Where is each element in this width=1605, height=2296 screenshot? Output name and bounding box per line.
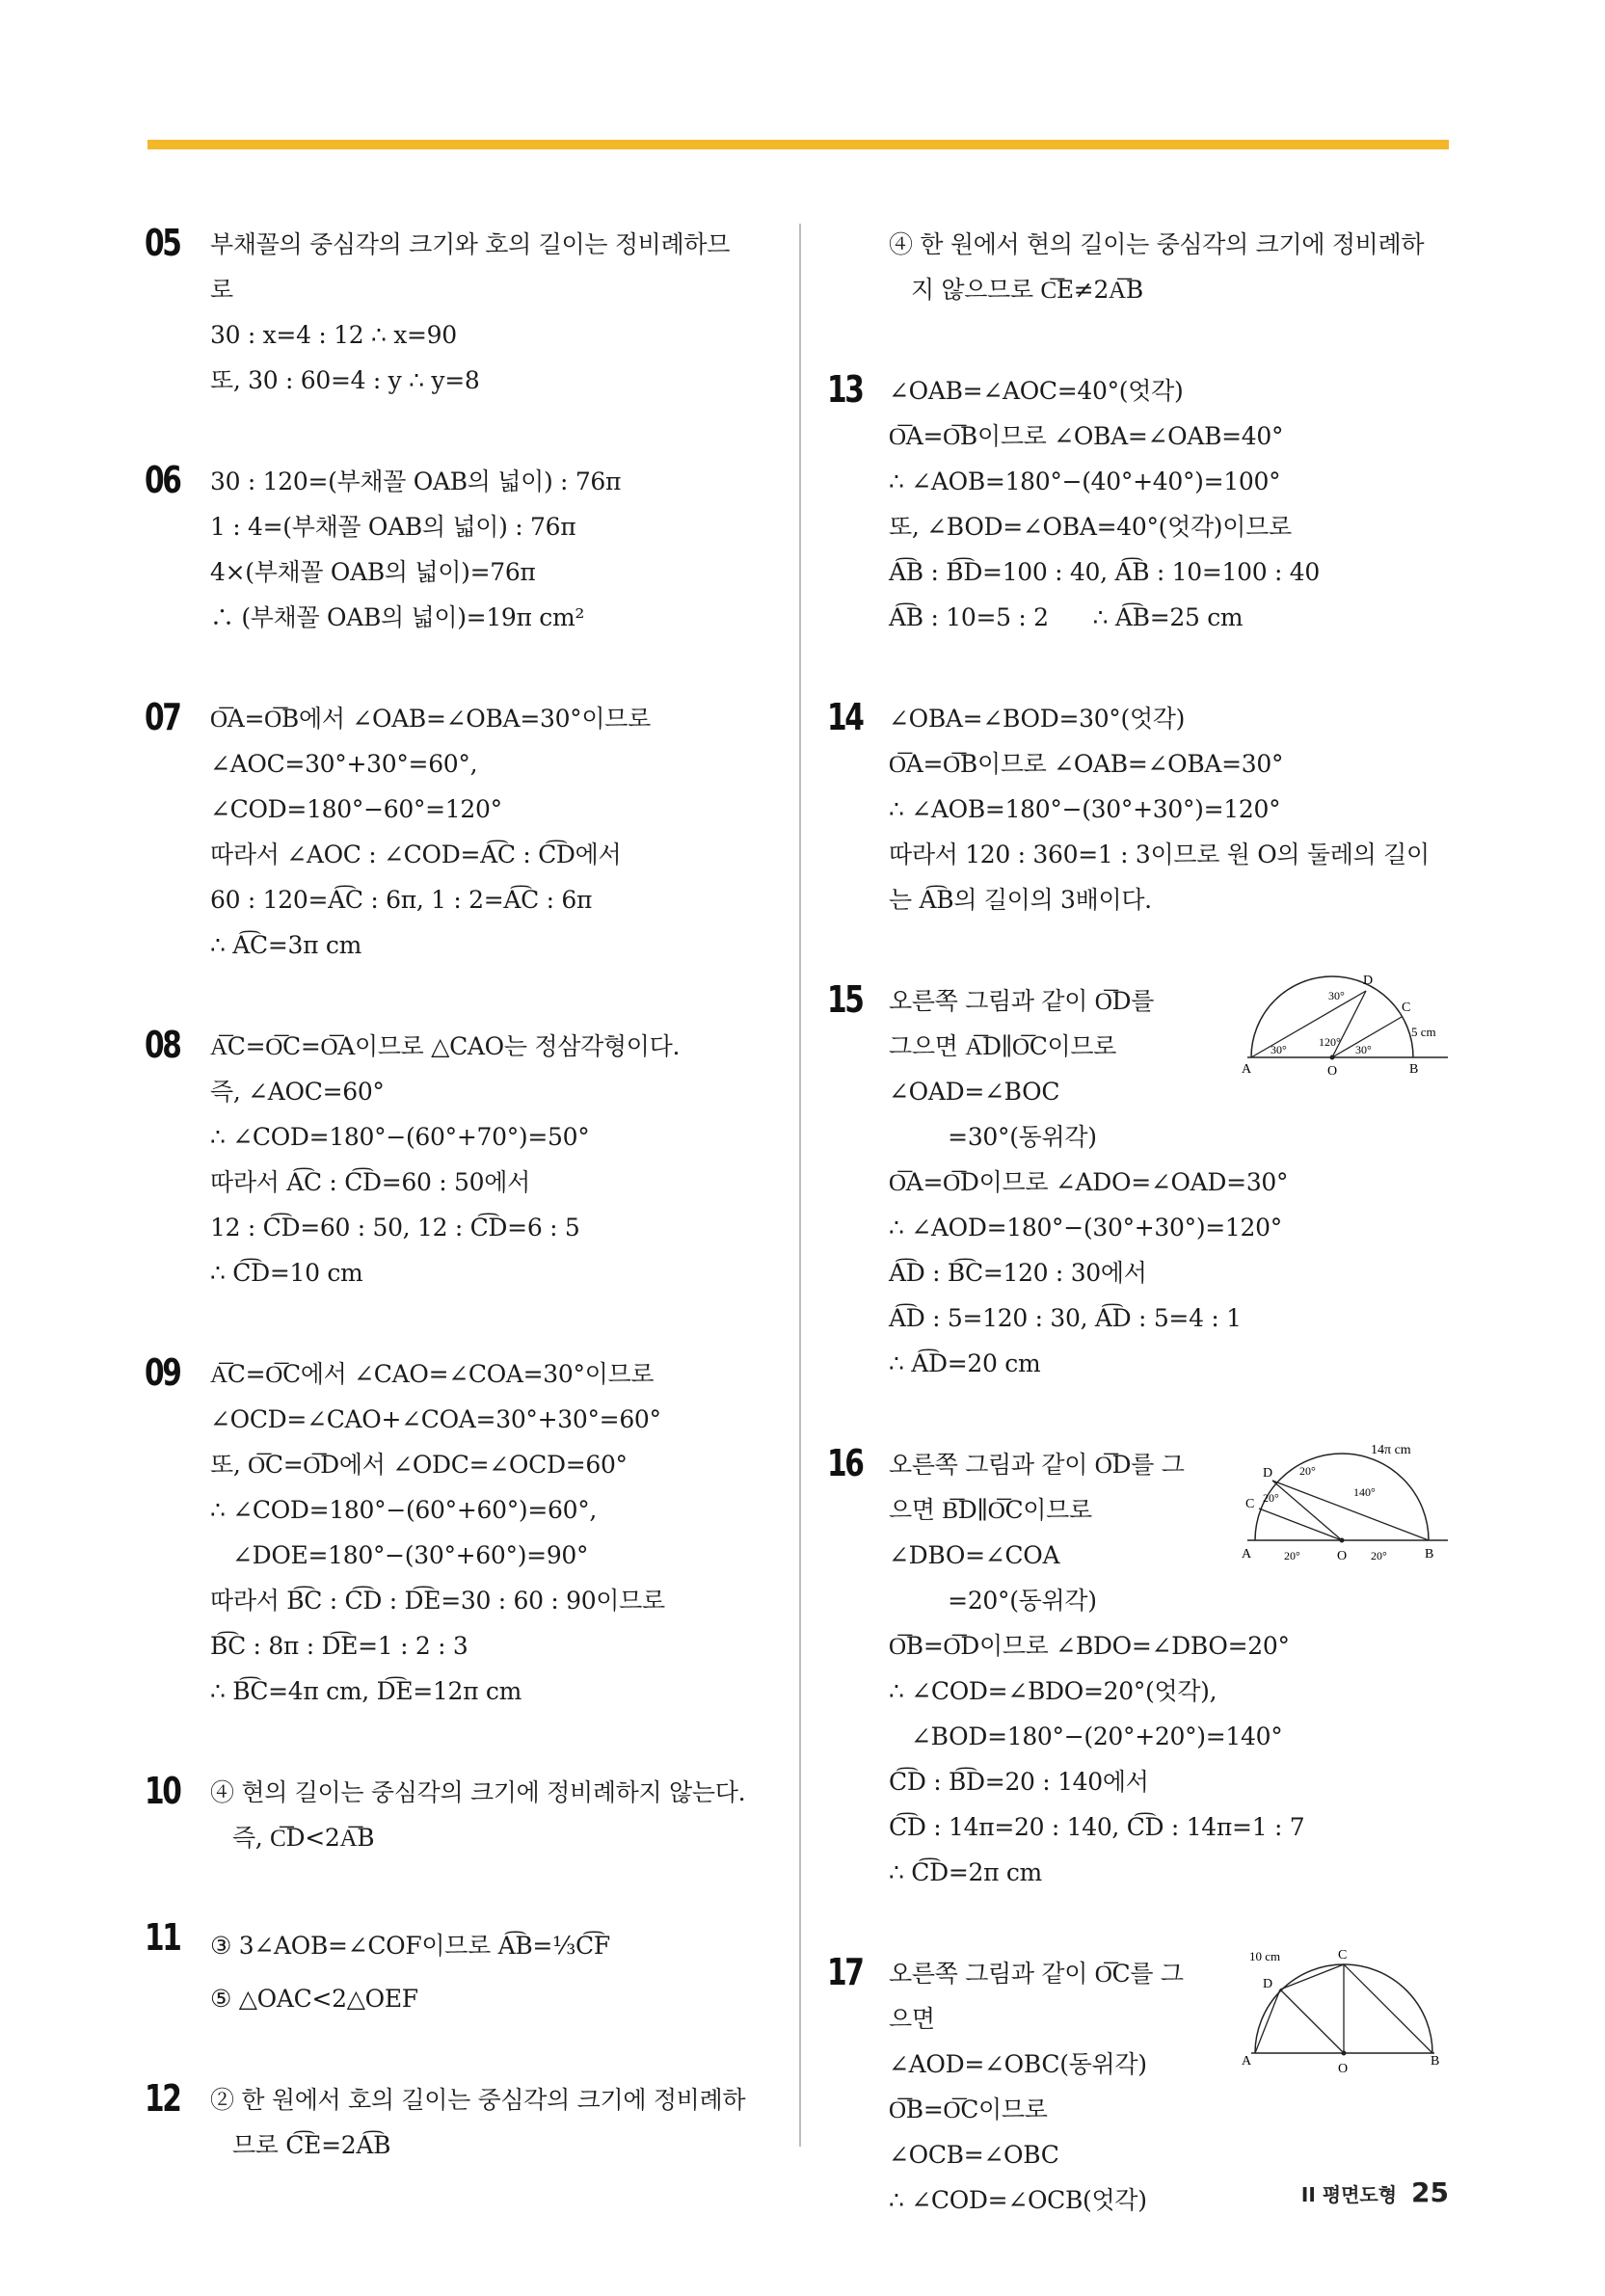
right-column: [827, 222, 1454, 2223]
solution-line: ∴ B͡C=4π cm, D͡E=12π cm: [210, 1677, 522, 1705]
solution-line: ∠OBA=∠BOD=30°(엇각): [889, 705, 1186, 733]
fig-label: 30°: [1328, 989, 1345, 1002]
accent-bar: [147, 140, 1449, 149]
fig-label: D: [1263, 1977, 1273, 1991]
fig-label: A: [1242, 1547, 1252, 1562]
solution-line: A͡B : 10=5 : 2 ∴ A͡B=25 cm: [889, 603, 1244, 631]
solution-line: 또, O͞C=O͞D에서 ∠ODC=∠OCD=60°: [210, 1451, 628, 1479]
solution-line: 즉, ∠AOC=60°: [210, 1078, 385, 1106]
problem-number: 06: [145, 459, 180, 501]
solution-line: 30 : x=4 : 12 ∴ x=90: [210, 321, 457, 349]
fig-label: 20°: [1284, 1549, 1300, 1562]
solution-line: 지 않으므로 C͞E≠2A͞B: [889, 276, 1143, 304]
fig-label: B: [1431, 2054, 1440, 2069]
solution-line: A͡D : 5=120 : 30, A͡D : 5=4 : 1: [889, 1304, 1242, 1332]
problem-08: [145, 1024, 781, 1295]
fig-label: D: [1363, 974, 1374, 988]
solution-line: ∠AOD=∠OBC(동위각): [889, 2050, 1147, 2078]
solution-line: 12 : C͡D=60 : 50, 12 : C͡D=6 : 5: [210, 1214, 580, 1241]
solution-line: C͡D : 14π=20 : 140, C͡D : 14π=1 : 7: [889, 1813, 1305, 1841]
fig-label: 30°: [1271, 1043, 1287, 1056]
solution-line: ③ 3∠AOB=∠COF이므로 A͡B=⅓C͡F: [210, 1932, 610, 1960]
solution-line: ∠OCD=∠CAO+∠COA=30°+30°=60°: [210, 1405, 661, 1433]
solution-line: ∠DBO=∠COA: [889, 1541, 1060, 1569]
fig-label: O: [1337, 1549, 1348, 1563]
solution-line: ∴ (부채꼴 OAB의 넓이)=19π cm²: [210, 603, 585, 631]
page-number: 25: [1411, 2176, 1449, 2208]
solution-line: 따라서 120 : 360=1 : 3이므로 원 O의 둘레의 길이: [889, 841, 1430, 868]
solution-line: 1 : 4=(부채꼴 OAB의 넓이) : 76π: [210, 513, 576, 541]
solution-line: 그으면 A͞D∥O͞C이므로: [889, 1032, 1117, 1060]
semicircle-figure-17: [1242, 1945, 1454, 2084]
solution-line: A͡B : B͡D=100 : 40, A͡B : 10=100 : 40: [889, 558, 1320, 586]
left-column: [145, 222, 781, 2168]
problem-number: 09: [145, 1351, 180, 1394]
solution-line: 따라서 ∠AOC : ∠COD=A͡C : C͡D에서: [210, 841, 622, 868]
solution-line: ④ 현의 길이는 중심각의 크기에 정비례하지 않는다.: [210, 1778, 746, 1806]
solution-line: ∴ ∠COD=180°−(60°+70°)=50°: [210, 1123, 590, 1151]
problem-13: [827, 368, 1454, 640]
solution-line: C͡D : B͡D=20 : 140에서: [889, 1768, 1149, 1796]
solution-line: ∠AOC=30°+30°=60°,: [210, 750, 478, 778]
fig-label: 20°: [1299, 1464, 1316, 1478]
solution-line: A͞C=O͞C에서 ∠CAO=∠COA=30°이므로: [210, 1360, 655, 1388]
semicircle-figure-15: [1242, 971, 1454, 1081]
problem-number: 15: [827, 978, 863, 1021]
problem-number: 08: [145, 1024, 180, 1066]
fig-label: 10 cm: [1249, 1949, 1281, 1963]
fig-label: O: [1338, 2062, 1349, 2076]
fig-label: 120°: [1319, 1035, 1341, 1049]
problem-12: [145, 2077, 781, 2168]
solution-line: 30 : 120=(부채꼴 OAB의 넓이) : 76π: [210, 467, 622, 495]
solution-line: O͞B=O͞D이므로 ∠BDO=∠DBO=20°: [889, 1632, 1290, 1660]
solution-line: ∴ ∠COD=∠OCB(엇각): [889, 2186, 1147, 2214]
solution-line: 60 : 120=A͡C : 6π, 1 : 2=A͡C : 6π: [210, 886, 593, 914]
solution-line: ∠BOD=180°−(20°+20°)=140°: [889, 1722, 1283, 1750]
section-label: II 평면도형: [1300, 2183, 1398, 2206]
solution-line: ∠OAD=∠BOC: [889, 1078, 1060, 1106]
fig-label: A: [1242, 2054, 1252, 2069]
continued-answer-12: [889, 222, 1454, 312]
fig-label: B: [1425, 1547, 1434, 1562]
problem-number: 05: [145, 222, 180, 264]
solution-line: 으면 B͞D∥O͞C이므로: [889, 1496, 1092, 1524]
solution-line: ∴ A͡C=3π cm: [210, 931, 361, 959]
problem-number: 07: [145, 696, 180, 738]
fig-label: C: [1338, 1948, 1348, 1962]
solution-line: 오른쪽 그림과 같이 O͞D를: [889, 987, 1155, 1015]
solution-line: ⑤ △OAC<2△OEF: [210, 1985, 418, 2013]
fig-label: 30°: [1355, 1043, 1372, 1056]
solution-line: ∴ ∠COD=∠BDO=20°(엇각),: [889, 1677, 1217, 1705]
solution-line: 므로 C͡E=2A͡B: [210, 2131, 391, 2159]
problem-15: [827, 974, 1454, 1386]
solution-line: 오른쪽 그림과 같이 O͞D를 그: [889, 1451, 1185, 1479]
solution-line: ∴ ∠COD=180°−(60°+60°)=60°,: [210, 1496, 598, 1524]
problem-number: 16: [827, 1442, 863, 1484]
fig-label: C: [1245, 1497, 1255, 1511]
solution-line: A͡D : B͡C=120 : 30에서: [889, 1259, 1147, 1287]
problem-number: 17: [827, 1951, 863, 1993]
solution-line: 4×(부채꼴 OAB의 넓이)=76π: [210, 558, 536, 586]
solution-line: 따라서 B͡C : C͡D : D͡E=30 : 60 : 90이므로: [210, 1587, 665, 1615]
problem-number: 14: [827, 696, 863, 738]
column-divider: [799, 224, 801, 2147]
fig-label: 140°: [1353, 1485, 1376, 1499]
problem-number: 11: [145, 1916, 180, 1959]
solution-line: O͞A=O͞D이므로 ∠ADO=∠OAD=30°: [889, 1168, 1289, 1196]
fig-label: D: [1263, 1466, 1273, 1481]
solution-line: 부채꼴의 중심각의 크기와 호의 길이는 정비례하므: [210, 230, 731, 258]
semicircle-figure-16: [1242, 1434, 1454, 1573]
problem-05: [145, 222, 781, 403]
problem-14: [827, 696, 1454, 922]
solution-line: O͞B=O͞C이므로: [889, 2096, 1048, 2123]
solution-line: 즉, C͞D<2A͞B: [210, 1824, 375, 1852]
solution-line: ∠COD=180°−60°=120°: [210, 795, 502, 823]
fig-label: 20°: [1263, 1491, 1279, 1505]
fig-label: A: [1242, 1062, 1252, 1077]
fig-label: B: [1409, 1062, 1419, 1077]
solution-line: A͞C=O͞C=O͞A이므로 △CAO는 정삼각형이다.: [210, 1032, 681, 1060]
problem-11: [145, 1916, 781, 2021]
fig-label: O: [1327, 1064, 1338, 1077]
solution-line: ∴ C͡D=2π cm: [889, 1858, 1042, 1886]
solution-line: ∴ C͡D=10 cm: [210, 1259, 363, 1287]
solution-line: 오른쪽 그림과 같이 O͞C를 그: [889, 1960, 1184, 1988]
solution-line: 또, 30 : 60=4 : y ∴ y=8: [210, 366, 480, 394]
solution-line: 는 A͡B의 길이의 3배이다.: [889, 886, 1152, 914]
fig-label: 14π cm: [1371, 1443, 1411, 1457]
solution-line: ∴ A͡D=20 cm: [889, 1349, 1041, 1377]
solution-line: O͞A=O͞B에서 ∠OAB=∠OBA=30°이므로: [210, 705, 651, 733]
fig-label: 20°: [1371, 1549, 1387, 1562]
solution-line: =20°(동위각): [889, 1587, 1097, 1615]
fig-label: 5 cm: [1411, 1025, 1436, 1039]
solution-line: 따라서 A͡C : C͡D=60 : 50에서: [210, 1168, 530, 1196]
solution-line: ∠OCB=∠OBC: [889, 2141, 1059, 2169]
problem-number: 13: [827, 368, 863, 411]
solution-line: 로: [210, 276, 233, 304]
solution-line: O͞A=O͞B이므로 ∠OBA=∠OAB=40°: [889, 422, 1284, 450]
problem-06: [145, 459, 781, 640]
solution-line: ② 한 원에서 호의 길이는 중심각의 크기에 정비례하: [210, 2086, 746, 2114]
problem-09: [145, 1351, 781, 1714]
solution-line: 또, ∠BOD=∠OBA=40°(엇각)이므로: [889, 513, 1292, 541]
solution-line: ④ 한 원에서 현의 길이는 중심각의 크기에 정비례하: [889, 230, 1425, 258]
problem-number: 12: [145, 2077, 180, 2120]
solution-line: ∴ ∠AOB=180°−(40°+40°)=100°: [889, 467, 1281, 495]
problem-07: [145, 696, 781, 968]
solution-line: ∴ ∠AOB=180°−(30°+30°)=120°: [889, 795, 1281, 823]
problem-number: 10: [145, 1770, 180, 1812]
solution-line: ∠DOE=180°−(30°+60°)=90°: [210, 1541, 589, 1569]
page-footer: [1301, 2176, 1449, 2208]
fig-label: C: [1402, 1001, 1411, 1015]
solution-line: O͞A=O͞B이므로 ∠OAB=∠OBA=30°: [889, 750, 1284, 778]
solution-line: B͡C : 8π : D͡E=1 : 2 : 3: [210, 1632, 468, 1660]
solution-line: =30°(동위각): [889, 1123, 1097, 1151]
solution-line: 으면: [889, 2005, 935, 2033]
solution-line: ∠OAB=∠AOC=40°(엇각): [889, 377, 1184, 405]
problem-16: [827, 1442, 1454, 1895]
problem-10: [145, 1770, 781, 1860]
solution-line: ∴ ∠AOD=180°−(30°+30°)=120°: [889, 1214, 1282, 1241]
